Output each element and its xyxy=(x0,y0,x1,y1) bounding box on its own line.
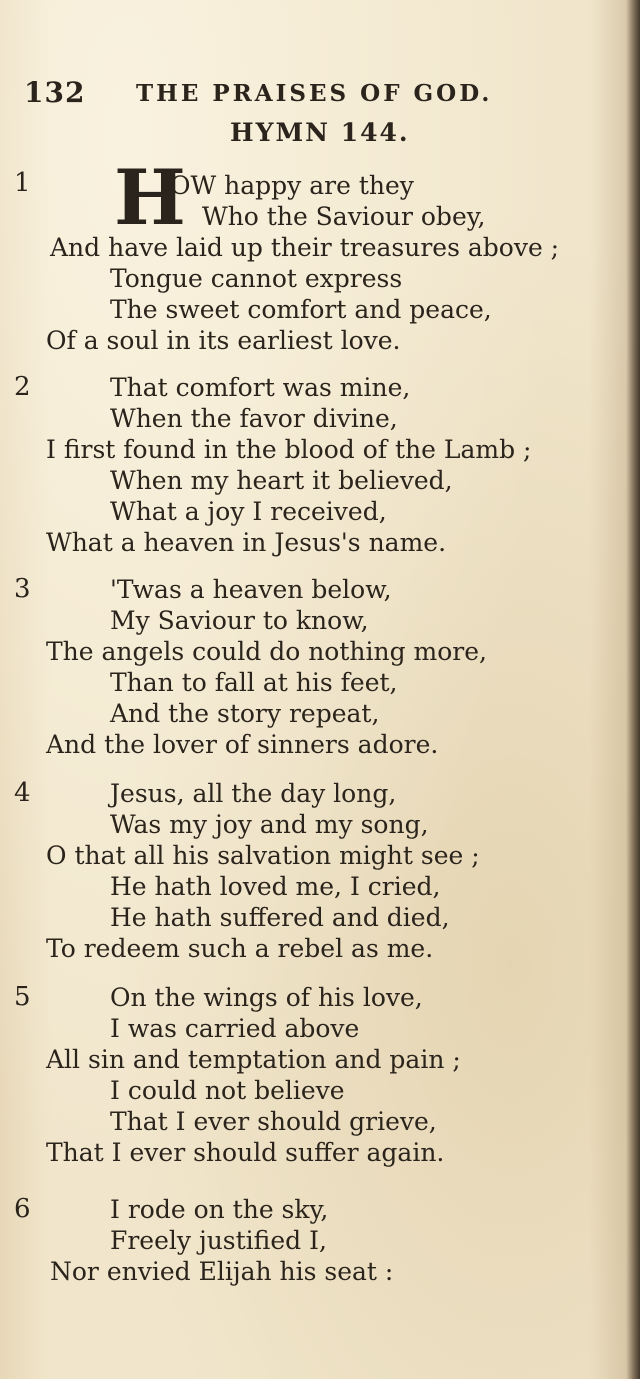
verse-line: I could not believe xyxy=(110,1076,345,1105)
verse-line: On the wings of his love, xyxy=(110,983,423,1012)
verse-line: That I ever should suffer again. xyxy=(46,1138,445,1167)
running-title: THE PRAISES OF GOD. xyxy=(136,80,493,107)
page-edge-shadow xyxy=(626,0,640,1379)
verse-line: That comfort was mine, xyxy=(110,373,411,402)
verse-line: Who the Saviour obey, xyxy=(202,202,486,231)
verse-line: All sin and temptation and pain ; xyxy=(46,1045,461,1074)
verse-line: Than to fall at his feet, xyxy=(110,668,398,697)
verse-line: I first found in the blood of the Lamb ; xyxy=(46,435,532,464)
verse-line: When the favor divine, xyxy=(110,404,398,433)
verse-line: OW happy are they xyxy=(170,171,414,200)
stanza-number: 5 xyxy=(14,982,31,1012)
verse-line: 'Twas a heaven below, xyxy=(110,575,392,604)
verse-line: What a joy I received, xyxy=(110,497,387,526)
page-header xyxy=(24,76,504,112)
verse-line: Freely justified I, xyxy=(110,1226,327,1255)
verse-line: He hath suffered and died, xyxy=(110,903,450,932)
verse-line: And the lover of sinners adore. xyxy=(46,730,439,759)
verse-line: The sweet comfort and peace, xyxy=(110,295,492,324)
verse-line: Nor envied Elijah his seat : xyxy=(50,1257,394,1286)
verse-line: Tongue cannot express xyxy=(110,264,403,293)
stanza-number: 1 xyxy=(14,168,31,198)
verse-line: I rode on the sky, xyxy=(110,1195,329,1224)
verse-line: Of a soul in its earliest love. xyxy=(46,326,401,355)
verse-line: And the story repeat, xyxy=(110,699,380,728)
verse-line: When my heart it believed, xyxy=(110,466,453,495)
verse-line: To redeem such a rebel as me. xyxy=(46,934,434,963)
stanza-number: 6 xyxy=(14,1194,31,1224)
verse-line: Was my joy and my song, xyxy=(110,810,429,839)
verse-line: The angels could do nothing more, xyxy=(46,637,487,666)
stanza-number: 3 xyxy=(14,574,31,604)
verse-line: And have laid up their treasures above ; xyxy=(50,233,560,262)
drop-cap: H xyxy=(114,153,186,242)
hymn-title: HYMN 144. xyxy=(230,118,410,147)
verse-line: What a heaven in Jesus's name. xyxy=(46,528,447,557)
stanza-number: 2 xyxy=(14,372,31,402)
verse-line: That I ever should grieve, xyxy=(110,1107,437,1136)
verse-line: I was carried above xyxy=(110,1014,360,1043)
page-number: 132 xyxy=(24,76,86,109)
verse-line: He hath loved me, I cried, xyxy=(110,872,441,901)
verse-line: Jesus, all the day long, xyxy=(110,779,397,808)
verse-line: My Saviour to know, xyxy=(110,606,369,635)
stanza-number: 4 xyxy=(14,778,31,808)
verse-line: O that all his salvation might see ; xyxy=(46,841,480,870)
